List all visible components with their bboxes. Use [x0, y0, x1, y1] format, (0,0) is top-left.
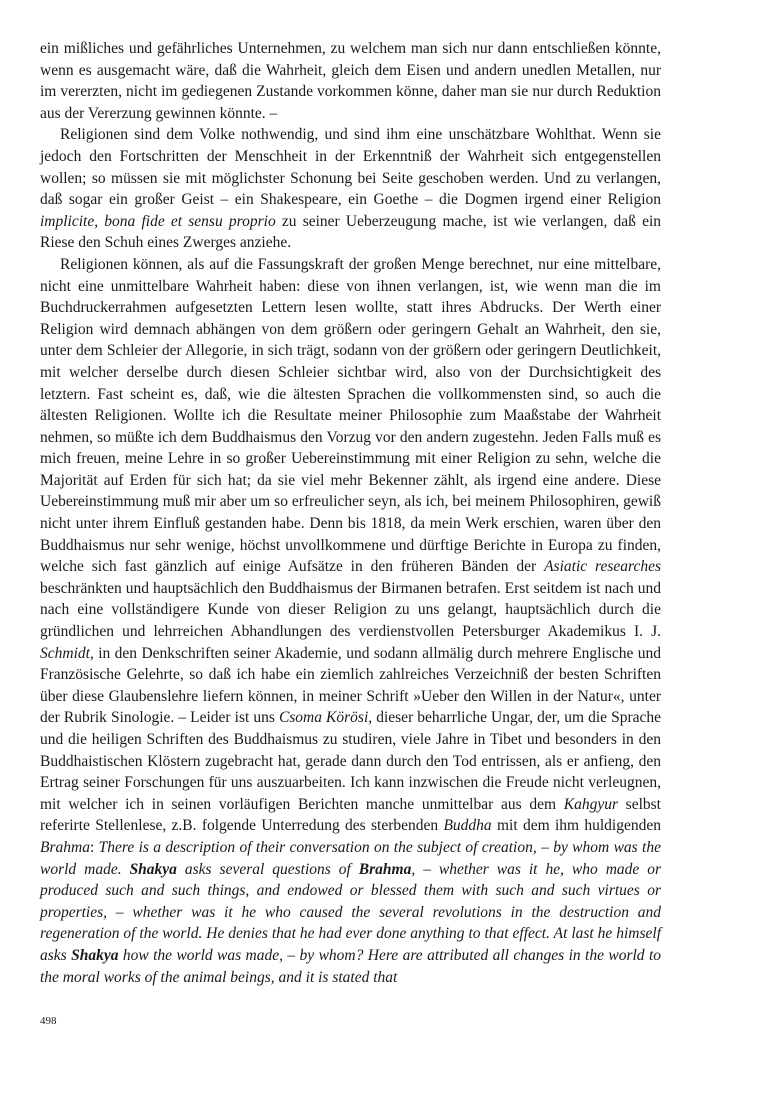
- paragraph-1: ein mißliches und gefährliches Unternehmen, zu welchem man sich nur dann entschließen könnte, wenn es ausgemacht wäre, daß die Wahrheit, gleich dem Eisen und andern unedlen Metallen, nur im vererzten, nicht im gediegenen Zustande vorkommen könne, daher man sie nur durch Reduktion aus der Vererzung gewinnen könnte. –: [40, 40, 661, 122]
- author-name-csoma: Csoma Körösi: [278, 709, 369, 727]
- english-quotation: There is a description of their conversation on the subject of creation, – by whom was the world made. Shakya asks several questions of Brahma, – whether was it he, who made or produced such and such things, and endowed or blessed them with such and such virtues or properties, – whether was it he who caused the several revolutions in the destruction and regeneration of the world. He denies that he had ever done anything to that effect. At last he himself asks Shakya how the world was made, – by whom? Here are attributed all changes in the world to the moral works of the animal beings, and it is stated that: [40, 838, 662, 986]
- name-shakya: Shakya: [129, 860, 177, 878]
- latin-phrase: implicite, bona fide et sensu proprio: [40, 212, 276, 230]
- text-title-kahgyur: Kahgyur: [563, 795, 618, 813]
- name-brahma-bold: Brahma: [358, 860, 412, 878]
- name-buddha: Buddha: [443, 817, 492, 835]
- name-brahma: Brahma: [40, 838, 90, 856]
- page-number: 498: [40, 1015, 57, 1027]
- paragraph-2: Religionen sind dem Volke nothwendig, und sind ihm eine unschätzbare Wohlthat. Wenn sie jedoch den Fortschritten der Menschheit in der Erkenntniß der Wahrheit sich entgegenstellen wollen; so müssen sie mit möglichster Schonung bei Seite geschoben werden. Und zu verlangen, daß sogar ein großer Geist – ein Shakespeare, ein Goethe – die Dogmen irgend einer Religion implicite, bona fide et sensu proprio zu seiner Ueberzeugung mache, ist wie verlangen, daß ein Riese den Schuh eines Zwerges anziehe.: [40, 126, 662, 252]
- page-text: [40, 38, 661, 988]
- author-name-schmidt: Schmidt: [40, 644, 90, 662]
- paragraph-3: Religionen können, als auf die Fassungskraft der großen Menge berechnet, nur eine mittelbare, nicht eine unmittelbare Wahrheit haben: diese von ihnen verlangen, ist, wie wenn man die im Buchdruckerrahmen aufgesetzten Lettern lesen wollte, statt ihres Abdrucks. Der Werth einer Religion wird demnach abhängen von dem größern oder geringern Gehalt an Wahrheit, den sie, unter dem Schleier der Allegorie, in sich trägt, sodann von der größern oder geringern Deutlichkeit, mit welcher derselbe durch diesen Schleier sichtbar wird, also von der Durchsichtigkeit des letztern. Fast scheint es, daß, wie die ältesten Sprachen die vollkommensten sind, so auch die ältesten Religionen. Wollte ich die Resultate meiner Philosophie zum Maaßstabe der Wahrheit nehmen, so müßte ich dem Buddhaismus den Vorzug vor den andern zugestehn. Jeden Falls muß es mich freuen, meine Lehre in so großer Uebereinstimmung mit einer Religion zu sehn, welche die Majorität auf Erden für sich hat; da sie viel mehr Bekenner zählt, als irgend eine andere. Diese Uebereinstimmung muß mir aber um so erfreulicher seyn, als ich, bei meinem Philosophiren, gewiß nicht unter ihrem Einfluß gestanden habe. Denn bis 1818, da mein Werk erschien, waren über den Buddhaismus nur sehr wenige, höchst unvollkommene und dürftige Berichte in Europa zu finden, welche sich fast gänzlich auf einige Aufsätze in den früheren Bänden der Asiatic researches beschränkten und hauptsächlich den Buddhaismus der Birmanen betrafen. Erst seitdem ist nach und nach eine vollständigere Kunde von dieser Religion zu uns gelangt, hauptsächlich durch die gründlichen und lehrreichen Abhandlungen des verdienstvollen Petersburger Akademikus I. J. Schmidt, in den Denkschriften seiner Akademie, und sodann allmälig durch mehrere Englische und Französische Gelehrte, so daß ich habe ein ziemlich zahlreiches Verzeichniß der besten Schriften über diese Glaubenslehre liefern können, in meiner Schrift »Ueber den Willen in der Natur«, unter der Rubrik Sinologie. – Leider ist uns Csoma Körösi, dieser beharrliche Ungar, der, um die Sprache und die heiligen Schriften des Buddhaismus zu studiren, viele Jahre in Tibet und besonders in den Buddhaistischen Klöstern zugebracht hat, gerade dann durch den Tod entrissen, als er anfieng, den Ertrag seiner Forschungen für uns auszuarbeiten. Ich kann inzwischen die Freude nicht verleugnen, mit welcher ich in seinen vorläufigen Berichten manche unmittelbar aus dem Kahgyur selbst referirte Stellenlese, z.B. folgende Unterredung des sterbenden Buddha mit dem ihm huldigenden Brahma: There is a description of their conversation on the subject of creation, – by whom was the world made. Shakya asks several questions of Brahma, – whether was it he, who made or produced such and such things, and endowed or blessed them with such and such virtues or properties, – whether was it he who caused the several revolutions in the destruction and regeneration of the world. He denies that he had ever done anything to that effect. At last he himself asks Shakya how the world was made, – by whom? Here are attributed all changes in the world to the moral works of the animal beings, and it is stated that: [40, 255, 662, 986]
- journal-title: Asiatic researches: [544, 558, 662, 576]
- name-shakya: Shakya: [71, 946, 119, 964]
